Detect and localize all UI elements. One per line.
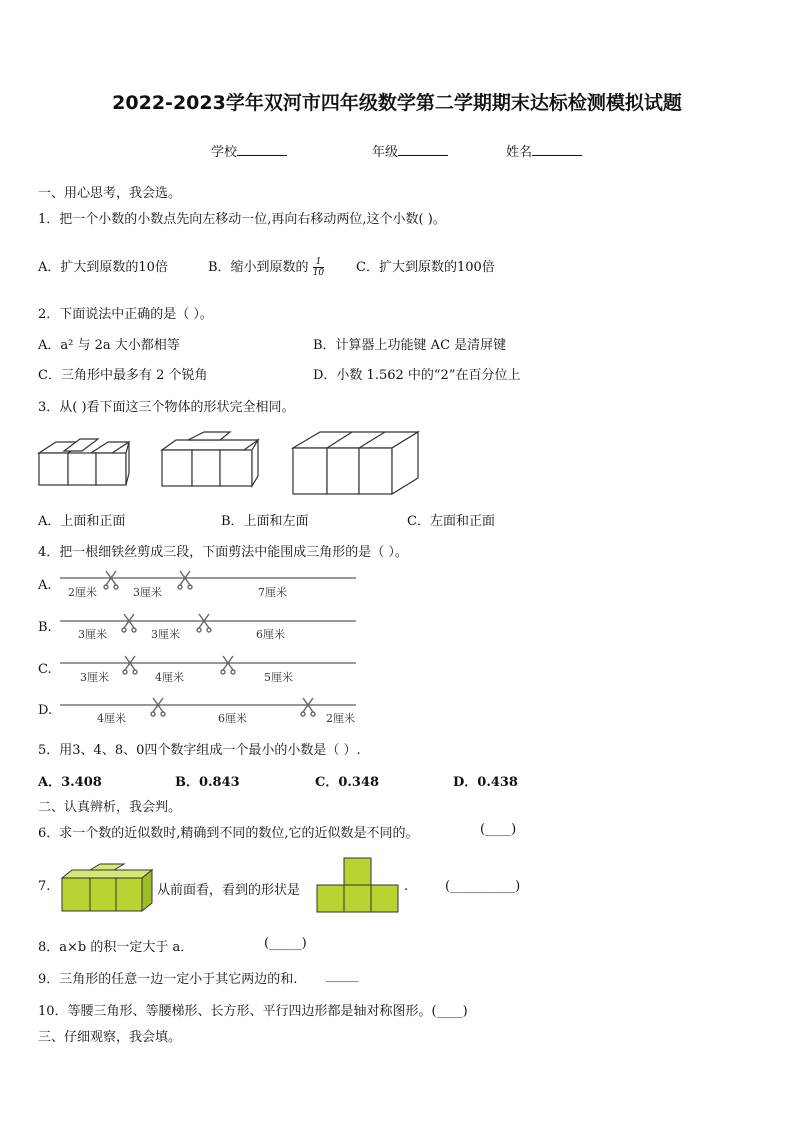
q3-stem: 3．从( )看下面这三个物体的形状完全相同。: [38, 400, 295, 415]
cube-figure-3: [290, 428, 422, 498]
q10-text: 10．等腰三角形、等腰梯形、长方形、平行四边形都是轴对称图形。(____): [38, 1004, 468, 1019]
q6-text: 6．求一个数的近似数时,精确到不同的数位,它的近似数是不同的。: [38, 826, 419, 841]
page-title: 2022-2023学年双河市四年级数学第二学期期末达标检测模拟试题: [112, 92, 682, 114]
section-1-heading: 一、用心思考，我会选。: [38, 186, 182, 201]
scissors-icon: [178, 571, 192, 589]
school-label: 学校: [211, 145, 238, 160]
q4-b-seg-3: 6厘米: [256, 628, 285, 641]
section-2-heading: 二、认真辨析，我会判。: [38, 800, 182, 815]
q3-option-c[interactable]: C．左面和正面: [407, 514, 495, 529]
q2-option-d[interactable]: D．小数 1.562 中的“2”在百分位上: [313, 368, 521, 383]
q5-option-d[interactable]: D．0.438: [453, 775, 518, 790]
q1-option-c[interactable]: C．扩大到原数的100倍: [356, 260, 495, 275]
q4-a-seg-1: 2厘米: [68, 586, 97, 599]
q2-option-c[interactable]: C．三角形中最多有 2 个锐角: [38, 368, 208, 383]
school-field[interactable]: [211, 141, 287, 160]
q4-option-a-wire: [60, 570, 360, 590]
q3-option-b[interactable]: B．上面和左面: [221, 514, 309, 529]
green-cubes-3d: [60, 864, 156, 914]
scissors-icon: [151, 698, 165, 716]
q4-option-b-label[interactable]: B.: [38, 620, 52, 635]
fraction-numerator: 1: [313, 257, 324, 268]
q7-text: 从前面看，看到的形状是: [157, 883, 301, 898]
q6-answer-blank[interactable]: (____): [480, 822, 517, 837]
q4-d-seg-3: 2厘米: [326, 712, 355, 725]
q4-a-seg-2: 3厘米: [133, 586, 162, 599]
grade-field[interactable]: [372, 141, 448, 160]
q4-c-seg-1: 3厘米: [80, 671, 109, 684]
q7-number: 7.: [38, 879, 51, 894]
scissors-icon: [122, 614, 136, 632]
q4-d-seg-2: 6厘米: [218, 712, 247, 725]
q4-option-c-label[interactable]: C.: [38, 662, 52, 677]
school-blank[interactable]: [237, 143, 287, 156]
scissors-icon: [104, 571, 118, 589]
cube-figure-2: [158, 430, 264, 490]
q4-d-seg-1: 4厘米: [97, 712, 126, 725]
fraction-denominator: 10: [312, 268, 325, 278]
q2-option-a[interactable]: A．a² 与 2a 大小都相等: [38, 338, 180, 353]
scissors-icon: [221, 656, 235, 674]
grade-blank[interactable]: [398, 143, 448, 156]
name-blank[interactable]: [532, 143, 582, 156]
q8-text: 8．a×b 的积一定大于 a．: [38, 940, 194, 955]
q2-option-b[interactable]: B．计算器上功能键 AC 是清屏键: [313, 338, 507, 353]
q1-stem: 1．把一个小数的小数点先向左移动一位,再向右移动两位,这个小数( )。: [38, 212, 446, 227]
q3-option-a[interactable]: A．上面和正面: [38, 514, 126, 529]
q4-stem: 4．把一根细铁丝剪成三段，下面剪法中能围成三角形的是（ ）。: [38, 545, 408, 560]
q5-option-b[interactable]: B．0.843: [175, 775, 240, 790]
q8-answer-blank[interactable]: (_____): [264, 936, 307, 951]
q5-option-a[interactable]: A．3.408: [38, 775, 102, 790]
scissors-icon: [123, 656, 137, 674]
q4-c-seg-2: 4厘米: [155, 671, 184, 684]
q9-answer-blank[interactable]: _____: [326, 968, 359, 983]
q4-c-seg-3: 5厘米: [264, 671, 293, 684]
q5-option-c[interactable]: C．0.348: [315, 775, 380, 790]
scissors-icon: [301, 698, 315, 716]
name-label: 姓名: [506, 145, 533, 160]
q7-dot: .: [404, 879, 409, 894]
q5-stem: 5．用3、4、8、0四个数字组成一个最小的小数是（ ）.: [38, 743, 361, 758]
section-3-heading: 三、仔细观察，我会填。: [38, 1030, 182, 1045]
scissors-icon: [197, 614, 211, 632]
cube-figure-1: [36, 433, 136, 488]
fraction: [313, 257, 324, 278]
q1-option-b[interactable]: [208, 256, 324, 278]
q4-option-a-label[interactable]: A.: [38, 578, 52, 593]
q9-text: 9．三角形的任意一边一定小于其它两边的和.: [38, 972, 298, 987]
q4-b-seg-1: 3厘米: [78, 628, 107, 641]
q4-option-d-label[interactable]: D.: [38, 703, 53, 718]
q7-answer-blank[interactable]: (__________): [445, 879, 521, 894]
name-field[interactable]: [506, 141, 582, 160]
q1-option-b-text: B．缩小到原数的: [208, 260, 309, 275]
q1-option-a[interactable]: A．扩大到原数的10倍: [38, 260, 168, 275]
q4-b-seg-2: 3厘米: [151, 628, 180, 641]
q2-stem: 2．下面说法中正确的是（ ）。: [38, 307, 213, 322]
grade-label: 年级: [372, 145, 399, 160]
q4-a-seg-3: 7厘米: [258, 586, 287, 599]
front-view-shape: [316, 857, 402, 913]
